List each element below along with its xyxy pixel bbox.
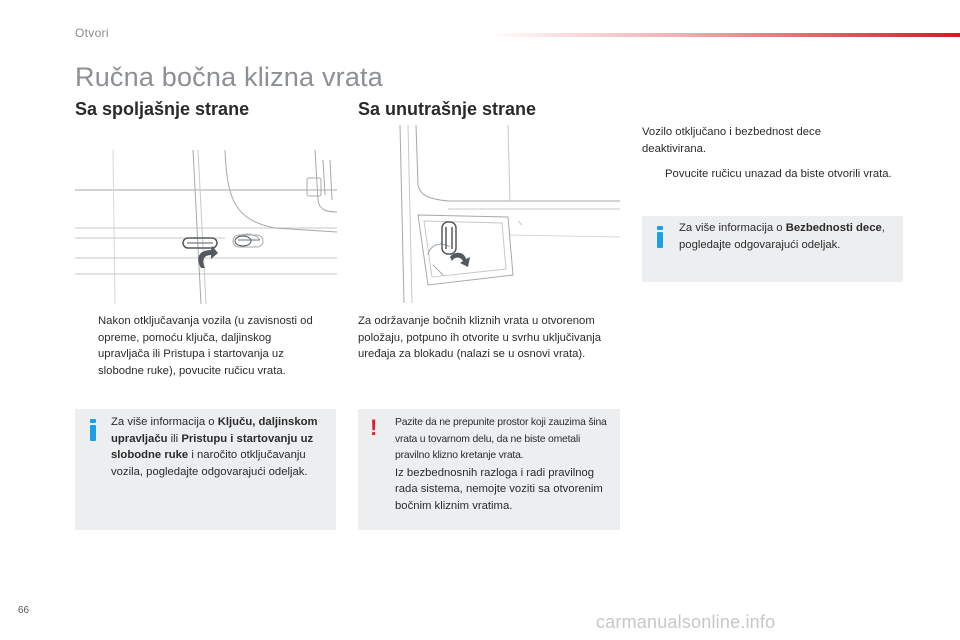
info-icon [90,425,96,441]
instruction-text: Nakon otključavanja vozila (u zavisnosti od opreme, pomoću ključa, daljinskog upravljača ili Pristupa i startovanja uz slobodne ruke), povucite ručicu vrata. [98,315,313,377]
door-interior-drawing [358,125,620,303]
heading-inside: Sa unutrašnje strane [358,99,537,119]
header-accent-bar [486,33,960,37]
bullet-item-outside [75,313,325,379]
status-text: Vozilo otključano i bezbednost dece deaktivirana. [642,126,821,155]
note-bold-part: Bezbednosti dece [785,222,882,234]
instruction-text: Povucite ručicu unazad da biste otvorili vrata. [665,168,892,180]
note-text-part: ili [167,432,182,445]
watermark: carmanualsonline.info [596,612,776,632]
inside-hold-open-text: Za održavanje bočnih kliznih vrata u otvorenom položaju, potpuno ih otvorite u svrhu uključivanja uređaja za blokadu (nalazi se u osnovi vrata). [358,315,602,360]
warning-paragraph: Pazite da ne prepunite prostor koji zauzima šina vrata u tovarnom delu, da ne biste ometali pravilno klizno kretanje vrata. [395,417,607,461]
warning-note [358,409,620,530]
page-number: 66 [18,605,30,616]
note-bold-part: Ključu, daljinskom upravljaču [111,416,318,445]
warning-paragraph: Iz bezbednosnih razloga i radi pravilnog rada sistema, nemojte voziti sa otvorenim bočnim kliznim vratima. [395,466,603,512]
note-text-part: , pogledajte odgovarajući odeljak. [679,222,885,251]
warning-text [395,415,617,514]
note-bold-part: Pristupu i startovanju uz slobodne ruke [111,432,314,461]
door-exterior-drawing [75,140,337,304]
illustration-outside-handle [75,140,337,304]
heading-outside: Sa spoljašnje strane [75,99,250,119]
bullet-item-inside [642,166,892,183]
info-note-text [679,220,901,253]
bullet-icon [642,166,665,183]
illustration-inside-handle [358,125,620,303]
page-title: Ručna bočna klizna vrata [75,62,383,92]
info-note-text [111,414,333,480]
info-note-inside [642,216,903,282]
note-text-part: i naročito otključavanju vozila, pogledajte odgovarajući odeljak. [111,449,308,478]
note-text-part: Za više informacija o [111,416,218,428]
bullet-icon [75,313,98,379]
section-label: Otvori [75,26,109,40]
info-icon [657,232,663,248]
warning-icon: ! [370,415,378,440]
note-text-part: Za više informacija o [679,222,786,234]
info-note-outside [75,409,336,530]
